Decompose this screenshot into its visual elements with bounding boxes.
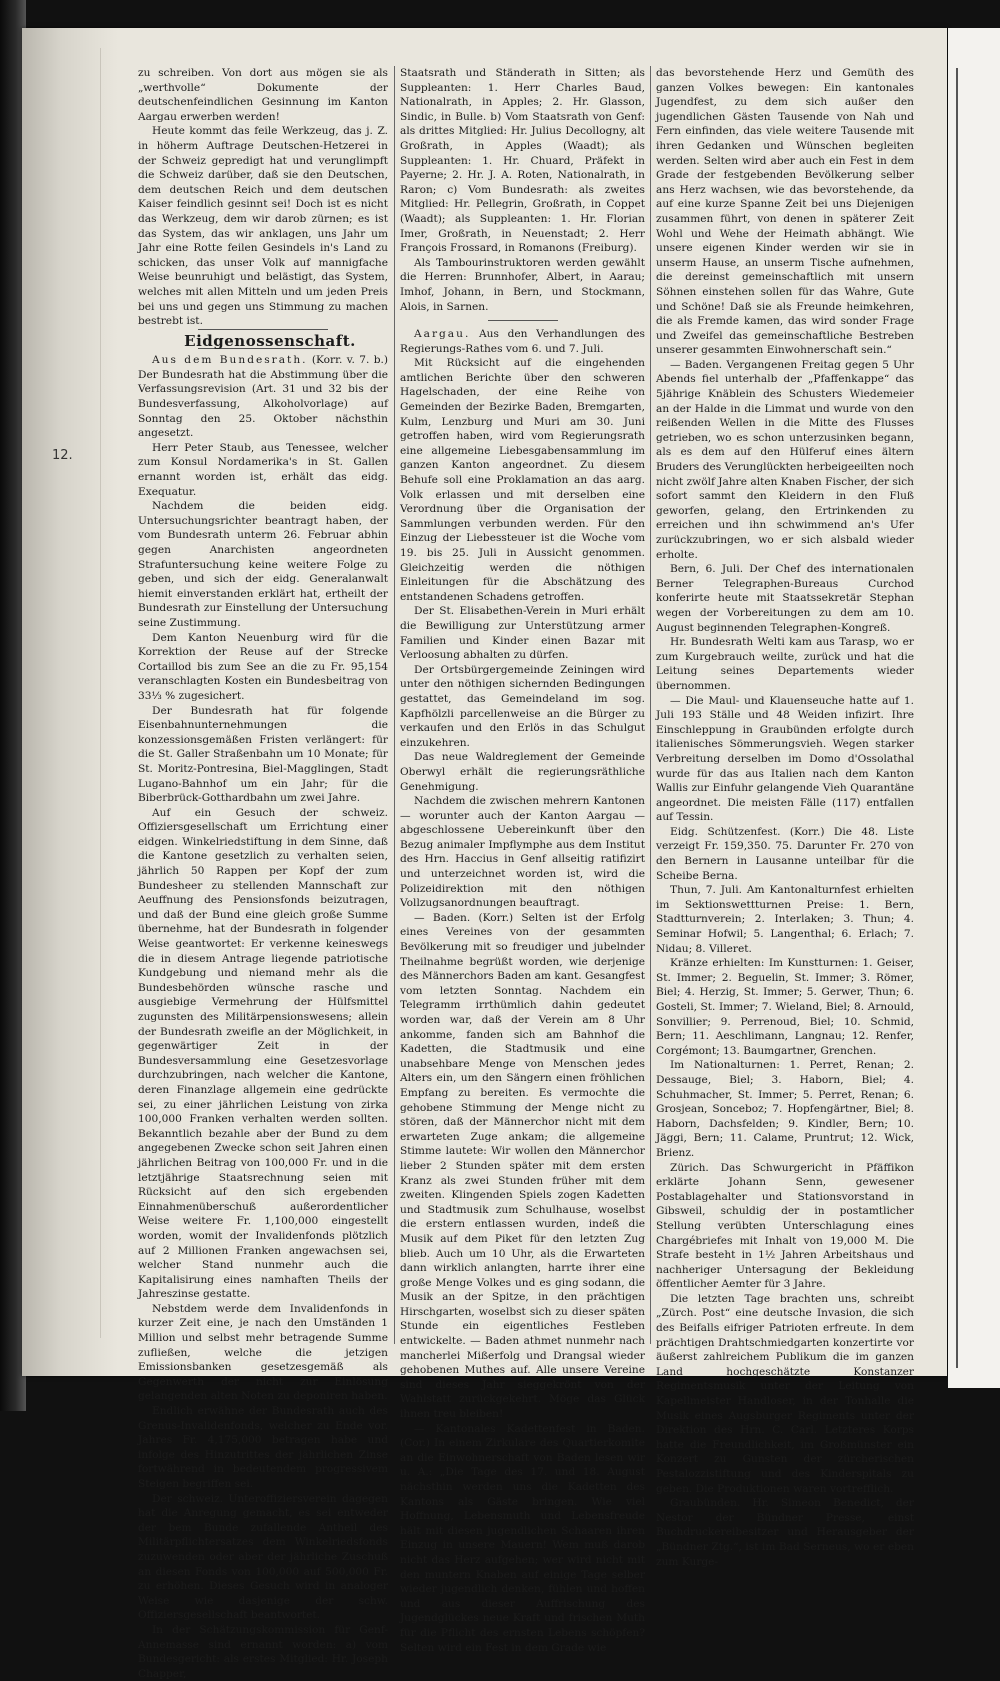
column-2 [400,66,645,1654]
col2-paragraph: Der St. Elisabethen-Verein in Muri erhält die Bewilligung zur Unterstützung armer Familien und Kinder einen Bazar mit Verloosung abhalten zu dürfen. [400,605,645,662]
col3-paragraph: — Die Maul- und Klauenseuche hatte auf 1. Juli 193 Ställe und 48 Weiden infizirt. Ihre Einschleppung in Graubünden erfolgte durch italienisches Sömmerungsvieh. Wegen starker Verbreitung derselben im Domo d'Ossolathal wurde für das aus Italien nach dem Kanton Wallis zur Einfuhr gelangende Vieh Quarantäne angeordnet. Die meisten Fälle (117) entfallen auf Tessin. [656,694,914,824]
col1-paragraph: Heute kommt das feile Werkzeug, das j. Z. in höherm Auftrage Deutschen-Hetzerei in der Schweiz gepredigt hat und verunglimpft die Schweiz darüber, daß sie den Deutschen, dem deutschen Reich und dem deutschen Kaiser feindlich gesinnt sei! Doch ist es nicht das Werkzeug, dem wir darob zürnen; es ist das System, das wir anklagen, uns Jahr um Jahr eine Rotte feilen Gesindels in's Land zu schicken, das unser Volk auf mannigfache Weise beunruhigt und belästigt, das System, welches mit allen Mitteln und um jeden Preis bei uns und gegen uns Stimmung zu machen bestrebt ist. [138,125,388,328]
section-rule [488,320,558,321]
col3-paragraph: — Baden. Vergangenen Freitag gegen 5 Uhr Abends fiel unterhalb der „Pfaffenkappe“ das 5jährige Knäblein des Schusters Wiedemeier an der Halde in die Limmat und wurde von den reißenden Wellen in die Mitte des Flusses getrieben, wo es schon unterzusinken begann, als es dem auf den Hülferuf eines ältern Bruders des Verunglückten herbeigeeilten noch nicht zwölf Jahre alten Knaben Fischer, der sich sofort sammt den Kleidern in den Fluß geworfen, gelang, den Ertrinkenden zu erreichen und ihn schwimmend an's Ufer zurückzubringen, wo er sich alsbald wieder erholte. [656,358,914,561]
col1-paragraph: In der Schätzungskommission für Genf-Annemasse sind ernannt worden: a) vom Bundesgericht: als erstes Mitglied: Hr. Joseph Chapper, [138,1623,388,1680]
col3-paragraph: Thun, 7. Juli. Am Kantonalturnfest erhielten im Sektionswettturnen Preise: 1. Bern, Stadtturnverein; 2. Interlaken; 3. Thun; 4. Seminar Hofwil; 5. Langenthal; 6. Erlach; 7. Nidau; 8. Villeret. [656,884,914,955]
adjacent-page-edge [948,28,1000,1388]
col3-paragraph: Graubünden. Hr. Simeon Benedict, der Nestor der Bündner Presse, einst Buchdruckereibesitzer und Herausgeber der „Bündner Ztg.“, ist im Bad Serneus, wo er eben zum Kurge- [656,1497,914,1568]
col3-paragraph: Hr. Bundesrath Welti kam aus Tarasp, wo er zum Kurgebrauch weilte, zurück und hat die Leitung seines Departements wieder übernommen. [656,636,914,692]
col2-paragraph: Das neue Waldreglement der Gemeinde Oberwyl erhält die regierungsräthliche Genehmigung. [400,751,645,793]
col2-paragraph: Der Ortsbürgergemeinde Zeiningen wird unter den nöthigen sichernden Bedingungen gestattet, das Gemeindeland im sog. Kapfhölzli parcellenweise an die Bürger zu verkaufen und den Erlös in das Schulgut einzukehren. [400,663,645,749]
column-3 [656,66,914,1568]
col3-paragraph: Zürich. Das Schwurgericht in Pfäffikon erklärte Johann Senn, gewesener Postablagehalter und Stationsvorstand in Gibsweil, schuldig der in postamtlicher Stellung verübten Unterschlagung eines Chargébriefes mit Inhalt von 19,000 M. Die Strafe besteht in 1½ Jahren Arbeitshaus und nachheriger Untersagung der Bekleidung öffentlicher Aemter für 3 Jahre. [656,1161,914,1291]
col1-paragraph: Der Bundesrath hat für folgende Eisenbahnunternehmungen die konzessionsgemäßen Fristen verlängert: für die St. Galler Straßenbahn um 10 Monate; für St. Moritz-Pontresina, Biel-Magglingen, Stadt Lugano-Bahnhof um ein Jahr; für die Biberbrück-Gotthardbahn um zwei Jahre. [138,704,388,805]
col1-intro: zu schreiben. Von dort aus mögen sie als „werthvolle“ Dokumente der deutschenfeindlichen Gesinnung im Kanton Aargau erwerben werden! [138,67,388,123]
binding-edge [22,28,118,1376]
col1-paragraph: Nachdem die beiden eidg. Untersuchungsrichter beantragt haben, der vom Bundesrath unterm 26. Februar abhin gegen Anarchisten angeordneten Strafuntersuchung keine weitere Folge zu geben, und sich der eidg. Generalanwalt hiemit einverstanden erklärt hat, ertheilt der Bundesrath zur Einstellung der Untersuchung seine Zustimmung. [138,500,388,629]
col2-paragraph: Aus den Verhandlungen des Regierungs-Rathes vom 6. und 7. Juli. [400,328,645,355]
col1-paragraph: Endlich erwähne der Bundesrath auch des Grenus-Invalidenfonds, welcher zu Ende vor. Jahres Fr. 4,175,000 betragen habe und infolge des Hinzutrittes der jährlichen Zinse fortwährend in bedeutendem progressivem Steigen begriffen sei. [138,1405,388,1490]
col2-paragraph: Mit Rücksicht auf die eingehenden amtlichen Berichte über den schweren Hagelschaden, der eine Reihe von Gemeinden der Bezirke Baden, Bremgarten, Kulm, Lenzburg und Muri am 30. Juni getroffen haben, wird vom Regierungsrath eine allgemeine Liebesgabensammlung im ganzen Kanton angeordnet. Zu diesem Behufe soll eine Proklamation an das aarg. Volk erlassen und mit derselben eine Verordnung über die Organisation der Sammlungen verbunden werden. Für den Einzug der Liebessteuer ist die Woche vom 19. bis 25. Juli in Aussicht genommen. Gleichzeitig werden die nöthigen Einleitungen für die Abschätzung des entstandenen Schadens getroffen. [400,357,645,603]
col3-paragraph: Die letzten Tage brachten uns, schreibt „Zürch. Post“ eine deutsche Invasion, die sich des Beifalls eifriger Patrioten erfreute. In dem prächtigen Drahtschmiedgarten konzertirte vor äußerst zahlreichem Publikum die im ganzen Land hochgeschätzte Konstanzer Regimentsmusik unter der Leitung von Kapellmeister Handloser, in der Tonhalle die Musik eines Augsburger Regiments unter der Direktion des Hrn. C. Carl. Letzteres Korps hatte die Freundlichkeit, im Großmünster ein Konzert zu Gunsten der zürcherischen Pestalozzistiftung und des Kinderspitals zu geben. Die Produktionen waren vortrefflich. [656,1292,914,1495]
col3-paragraph: Eidg. Schützenfest. (Korr.) Die 48. Liste verzeigt Fr. 159,350. 75. Darunter Fr. 270 von den Bernern in Lausanne unteilbar für die Scheibe Berna. [656,825,914,882]
col3-paragraph: Bern, 6. Juli. Der Chef des internationalen Berner Telegraphen-Bureaus Curchod konferirte heute mit Staatssekretär Stephan wegen der Vorbereitungen zu dem am 10. August beginnenden Telegraphen-Kongreß. [656,563,914,634]
col1-paragraph: Dem Kanton Neuenburg wird für die Korrektion der Reuse auf der Strecke Cortaillod bis zum See an die zu Fr. 95,154 veranschlagten Kosten ein Bundesbeitrag von 33⅓ % zugesichert. [138,631,388,702]
col1-paragraph: Auf ein Gesuch der schweiz. Offiziersgesellschaft um Errichtung einer eidgen. Winkelriedstiftung in dem Sinne, daß die Kantone gesetzlich zu verhalten seien, jährlich 50 Rappen per Kopf der zum Bundesheer zu stellenden Mannschaft zur Aeuffnung des Pensionsfonds beizutragen, und daß der Bund eine gleich große Summe übernehme, hat der Bundesrath in folgender Weise geantwortet: Er verkenne keineswegs die in diesem Antrage liegende patriotische Kundgebung und niemand mehr als die Bundesbehörden wünsche rasche und ausgiebige Vermehrung der Hülfsmittel zugunsten des Militärpensionswesens; allein der Bundesrath zweifle an der Möglichkeit, in gegenwärtiger Zeit in der Bundesversammlung eine Gesetzesvorlage durchzubringen, nach welcher die Kantone, deren Finanzlage allgemein eine gedrückte sei, zu einer jährlichen Leistung von zirka 100,000 Franken verhalten werden sollten. Bekanntlich bezahle aber der Bund zu dem angegebenen Zwecke schon seit Jahren einen jährlichen Beitrag von 100,000 Fr. und in die letztjährige Staatsrechnung seien mit Rücksicht auf den sich ergebenden Einnahmenüberschuß außerordentlicher Weise weitere Fr. 1,100,000 eingestellt worden, womit der Invalidenfonds plötzlich auf 2 Millionen Franken angewachsen sei, welcher Stand nunmehr auch die Kapitalisirung eines namhaften Theils der Jahreszinse gestatte. [138,806,388,1301]
col2-paragraph: Nachdem die zwischen mehrern Kantonen — worunter auch der Kanton Aargau — abgeschlossene Uebereinkunft über den Bezug animaler Impflymphe aus dem Institut des Hrn. Haccius in Genf allseitig ratifizirt und unterzeichnet worden ist, wird die Polizeidirektion mit den nöthigen Vollzugsanordnungen beauftragt. [400,795,645,910]
column-rule [394,66,395,1344]
col2-lead: Aargau. [414,328,471,341]
col1-lead: Aus dem Bundesrath. [152,354,308,367]
adjacent-page-rule [956,68,958,1368]
section-heading-eidgenossenschaft: Eidgenossenschaft. [184,331,356,350]
binding-line [100,48,101,1338]
col2-paragraph: Als Tambourinstruktoren werden gewählt die Herren: Brunnhofer, Albert, in Aarau; Imhof, Johann, in Bern, und Stockmann, Alois, in Sarnen. [400,256,645,313]
col3-paragraph: Kränze erhielten: Im Kunstturnen: 1. Geiser, St. Immer; 2. Beguelin, St. Immer; 3. Römer, Biel; 4. Herzig, St. Immer; 5. Gerwer, Thun; 6. Gosteli, St. Immer; 7. Wieland, Biel; 8. Arnould, Sonvillier; 9. Perrenoud, Biel; 10. Schmid, Bern; 11. Aeschlimann, Langnau; 12. Renfer, Corgémont; 13. Baumgartner, Grenchen. [656,957,914,1057]
heading-rule [198,329,328,330]
col1-paragraph: Der schweiz. Unteroffiziersverein dagegen hat die Anregung gemacht, es sei entweder der bem Bunde zufallende Antheil des Militärpflichtersatzes dem Winkelriedsfonds zuzuwenden oder aber der jährliche Zuschuß an diesen Fonds von 100,000 auf 500,000 Fr. zu erhöhen. Dieses Gesuch wird in analoger Weise wie dasjenige der schw. Offiziersgesellschaft beantwortet. [138,1492,388,1622]
margin-mark: 12. [52,448,73,463]
col3-paragraph: Im Nationalturnen: 1. Perret, Renan; 2. Dessauge, Biel; 3. Haborn, Biel; 4. Schuhmacher, St. Immer; 5. Perret, Renan; 6. Grosjean, Sonceboz; 7. Hopfengärtner, Biel; 8. Haborn, Dachsfelden; 9. Kindler, Bern; 10. Jäggi, Bern; 11. Calame, Pruntrut; 12. Wick, Brienz. [656,1059,914,1159]
col1-paragraph: Herr Peter Staub, aus Tenessee, welcher zum Konsul Nordamerika's in St. Gallen ernannt worden ist, erhält das eidg. Exequatur. [138,441,388,498]
col2-paragraph: Staatsrath und Ständerath in Sitten; als Suppleanten: 1. Herr Charles Baud, Nationalrath, in Apples; 2. Hr. Glasson, Sindic, in Bulle. b) Vom Staatsrath von Genf: als drittes Mitglied: Hr. Julius Decollogny, alt Großrath, in Apples (Waadt); als Suppleanten: 1. Hr. Chuard, Präfekt in Payerne; 2. Hr. J. A. Roten, Nationalrath, in Raron; c) Vom Bundesrath: als zweites Mitglied: Hr. Pellegrin, Großrath, in Coppet (Waadt); als Suppleanten: 1. Hr. Florian Imer, Großrath, in Neuenstadt; 2. Herr François Frossard, in Romanons (Freiburg). [400,67,645,255]
col2-paragraph: — Kantonales Kadettenfest in Baden. (Cor.) In einem Zirkulare des Quartierkomite an die Einwohnerschaft von Baden lesen wir u. A.: „Die Tage des 17. und 18. August nächsthin werden uns die Kadetten des Kantons als Gäste bringen. Wie viel Hoffnung, Lebensmuth und Lebensfreude hält mit diesen jugendlichen Schaaren ihren Einzug in unsere Mauern! Wem muß darob nicht das Herz aufgehen; wer wird nicht mit den muntern Knaben auf einige Tage selber wieder jugendlich denken, fühlen und hoffen und aus dieser Auffrischung des Jugendglückes neue Kraft und frischen Muth für die Pflicht des ernsten Lebens schöpfen? Selten wird ein Fest in dem Grade wie [400,1422,645,1654]
col1-paragraph: Nebstdem werde dem Invalidenfonds in kurzer Zeit eine, je nach den Umständen 1 Million und selbst mehr betragende Summe zufließen, welche die jetzigen Emissionsbanken gesetzesgemäß als Gegenwerth der nicht zur Einlösung gelangenden alten Noten zu deponiren haben. [138,1302,388,1403]
col1-paragraph: (Korr. v. 7. b.) Der Bundesrath hat die Abstimmung über die Verfassungsrevision (Art. 31 und 32 bis der Bundesverfassung, Alkoholvorlage) auf Sonntag den 25. Oktober nächsthin angesetzt. [138,354,388,440]
column-rule [650,66,651,1344]
column-1 [138,66,388,1680]
col3-paragraph: das bevorstehende Herz und Gemüth des ganzen Volkes bewegen: Ein kantonales Jugendfest, zu dem sich außer den jugendlichen Gästen Tausende von Nah und Fern einfinden, das viele weitere Tausende mit ihren Gedanken und Wünschen begleiten werden. Selten wird aber auch ein Fest in dem Grade der festgebenden Bevölkerung selber ans Herz wachsen, wie das bevorstehende, da auf eine kurze Spanne Zeit bei uns Diejenigen zusammen führt, von denen in späterer Zeit Wohl und Wehe der Heimath abhängt. Wie unsere eigenen Kinder werden wir sie in unserm Hause, an unserm Tische aufnehmen, die dereinst gemeinschaftlich mit unsern Söhnen einstehen sollen für das Wahre, Gute und Schöne! Daß sie als Freunde heimkehren, die als Fremde kamen, das wird sonder Frage und Zweifel das gemeinschaftliche Bestreben unserer gesammten Einwohnerschaft sein.“ [656,67,914,357]
col2-paragraph: — Baden. (Korr.) Selten ist der Erfolg eines Vereines von der gesammten Bevölkerung mit so freudiger und jubelnder Theilnahme begrüßt worden, wie derjenige des Männerchors Baden am kant. Gesangfest vom letzten Sonntag. Nachdem ein Telegramm irrthümlich dahin gedeutet worden war, daß der Verein am 8 Uhr ankomme, fanden sich am Bahnhof die Kadetten, die Stadtmusik und eine unabsehbare Menge von Menschen jedes Alters ein, um den Sängern einen fröhlichen Empfang zu bereiten. Es vermochte die gehobene Stimmung der Menge nicht zu stören, daß der Männerchor nicht mit dem erwarteten Zuge ankam; die allgemeine Stimme lautete: Wir wollen den Männerchor lieber 2 Stunden später mit dem ersten Kranz als zwei Stunden früher mit dem zweiten. Klingenden Spiels zogen Kadetten und Stadtmusik zum Schulhause, woselbst die erstern entlassen wurden, indeß die Musik auf dem Piket für den letzten Zug blieb. Auch um 10 Uhr, als die Erwarteten dann wirklich anlangten, harrte ihrer eine große Menge Volkes und es ging sodann, die Musik an der Spitze, in den prächtigen Hirschgarten, woselbst sich zu dieser späten Stunde ein eigentliches Festleben entwickelte. — Baden athmet nunmehr nach mancherlei Mißerfolg und Drangsal wieder gehobenen Muthes auf. Alle unsere Vereine sind dieses Jahr sieggekrönt von der Wahlstatt zurückgekehrt. Möge das Glück ihnen treu bleiben! [400,911,645,1421]
